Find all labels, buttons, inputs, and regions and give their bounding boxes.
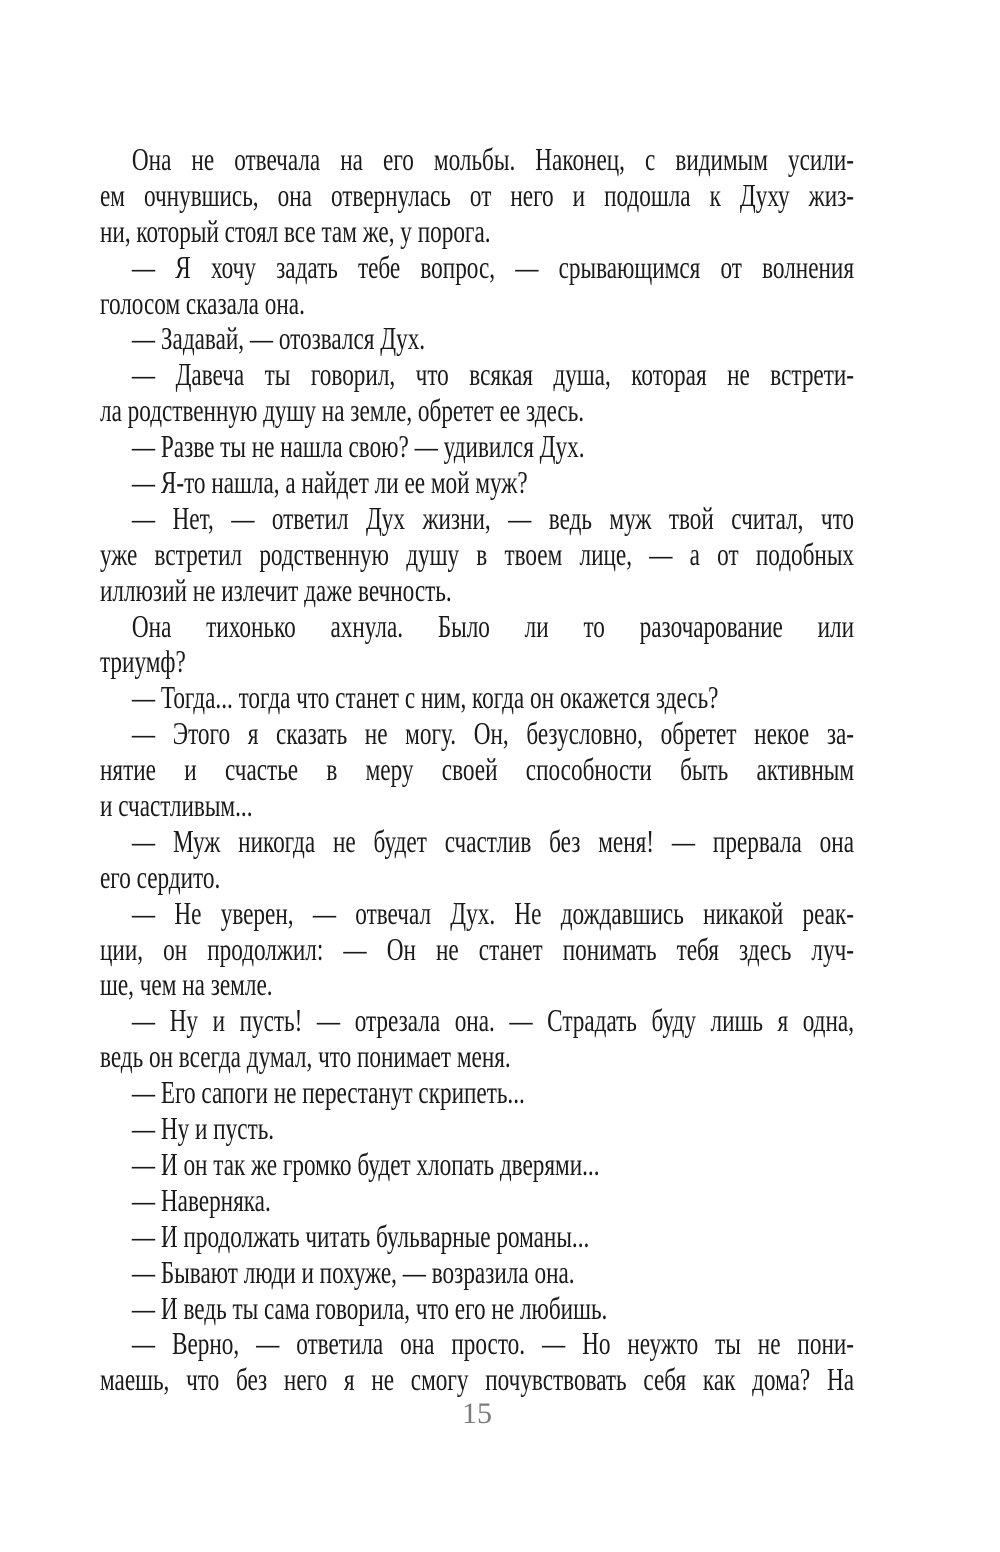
text-line: ни, который стоял все там же, у порога. — [100, 212, 491, 249]
text-line: и счастливым... — [100, 787, 253, 824]
text-line: уже встретил родственную душу в твоем лице, — а от подобных — [100, 535, 854, 572]
text-line: Она тихонько ахнула. Было ли то разочарование или — [131, 607, 854, 644]
text-line: — Задавай, — отозвался Дух. — [131, 320, 426, 357]
text-line: — Бывают люди и похуже, — возразила она. — [131, 1253, 575, 1290]
text-line: — Нет, — ответил Дух жизни, — ведь муж твой считал, что — [131, 499, 854, 536]
text-line: ше, чем на земле. — [100, 966, 273, 1003]
text-line: триумф? — [100, 643, 186, 680]
text-line: его сердито. — [100, 858, 221, 895]
text-line: маешь, что без него я не смогу почувствовать себя как дома? На — [100, 1361, 854, 1398]
text-line: — Муж никогда не будет счастлив без меня! — прервала она — [131, 822, 854, 859]
text-line: Она не отвечала на его мольбы. Наконец, с видимым усили- — [131, 141, 854, 177]
text-line: нятие и счастье в меру своей способности быть активным — [100, 751, 854, 788]
text-line: иллюзий не излечит даже вечность. — [100, 571, 452, 608]
text-line: — И он так же громко будет хлопать дверями... — [131, 1145, 600, 1182]
page-number: 15 — [462, 1397, 492, 1430]
text-line: — Наверняка. — [131, 1181, 271, 1218]
text-line: — Его сапоги не перестанут скрипеть... — [131, 1074, 525, 1111]
text-line: — Ну и пусть. — [131, 1110, 275, 1147]
text-line: — Я хочу задать тебе вопрос, — срывающимся от волнения — [131, 248, 854, 285]
text-line: — Разве ты не нашла свою? — удивился Дух. — [131, 428, 585, 465]
text-line: голосом сказала она. — [100, 284, 305, 321]
text-line: — Тогда... тогда что станет с ним, когда он окажется здесь? — [131, 679, 719, 716]
text-line: ла родственную душу на земле, обретет ее здесь. — [100, 392, 585, 429]
text-line: — И продолжать читать бульварные романы... — [131, 1217, 590, 1254]
text-line: — И ведь ты сама говорила, что его не любишь. — [131, 1289, 608, 1326]
text-line: — Давеча ты говорил, что всякая душа, которая не встрети- — [131, 356, 854, 393]
text-line: — Не уверен, — отвечал Дух. Не дождавшись никакой реак- — [131, 894, 854, 931]
text-line: — Этого я сказать не могу. Он, безусловно, обретет некое за- — [131, 715, 854, 752]
text-line: — Ну и пусть! — отрезала она. — Страдать буду лишь я одна, — [131, 1002, 854, 1039]
text-line: — Верно, — ответила она просто. — Но неужто ты не пони- — [131, 1325, 854, 1362]
text-line: ведь он всегда думал, что понимает меня. — [100, 1038, 511, 1075]
text-block — [100, 142, 854, 1398]
text-line: — Я-то нашла, а найдет ли ее мой муж? — [131, 464, 528, 501]
text-line: ем очнувшись, она отвернулась от него и подошла к Духу жиз- — [100, 176, 854, 213]
text-line: ции, он продолжил: — Он не станет понимать тебя здесь луч- — [100, 930, 854, 967]
